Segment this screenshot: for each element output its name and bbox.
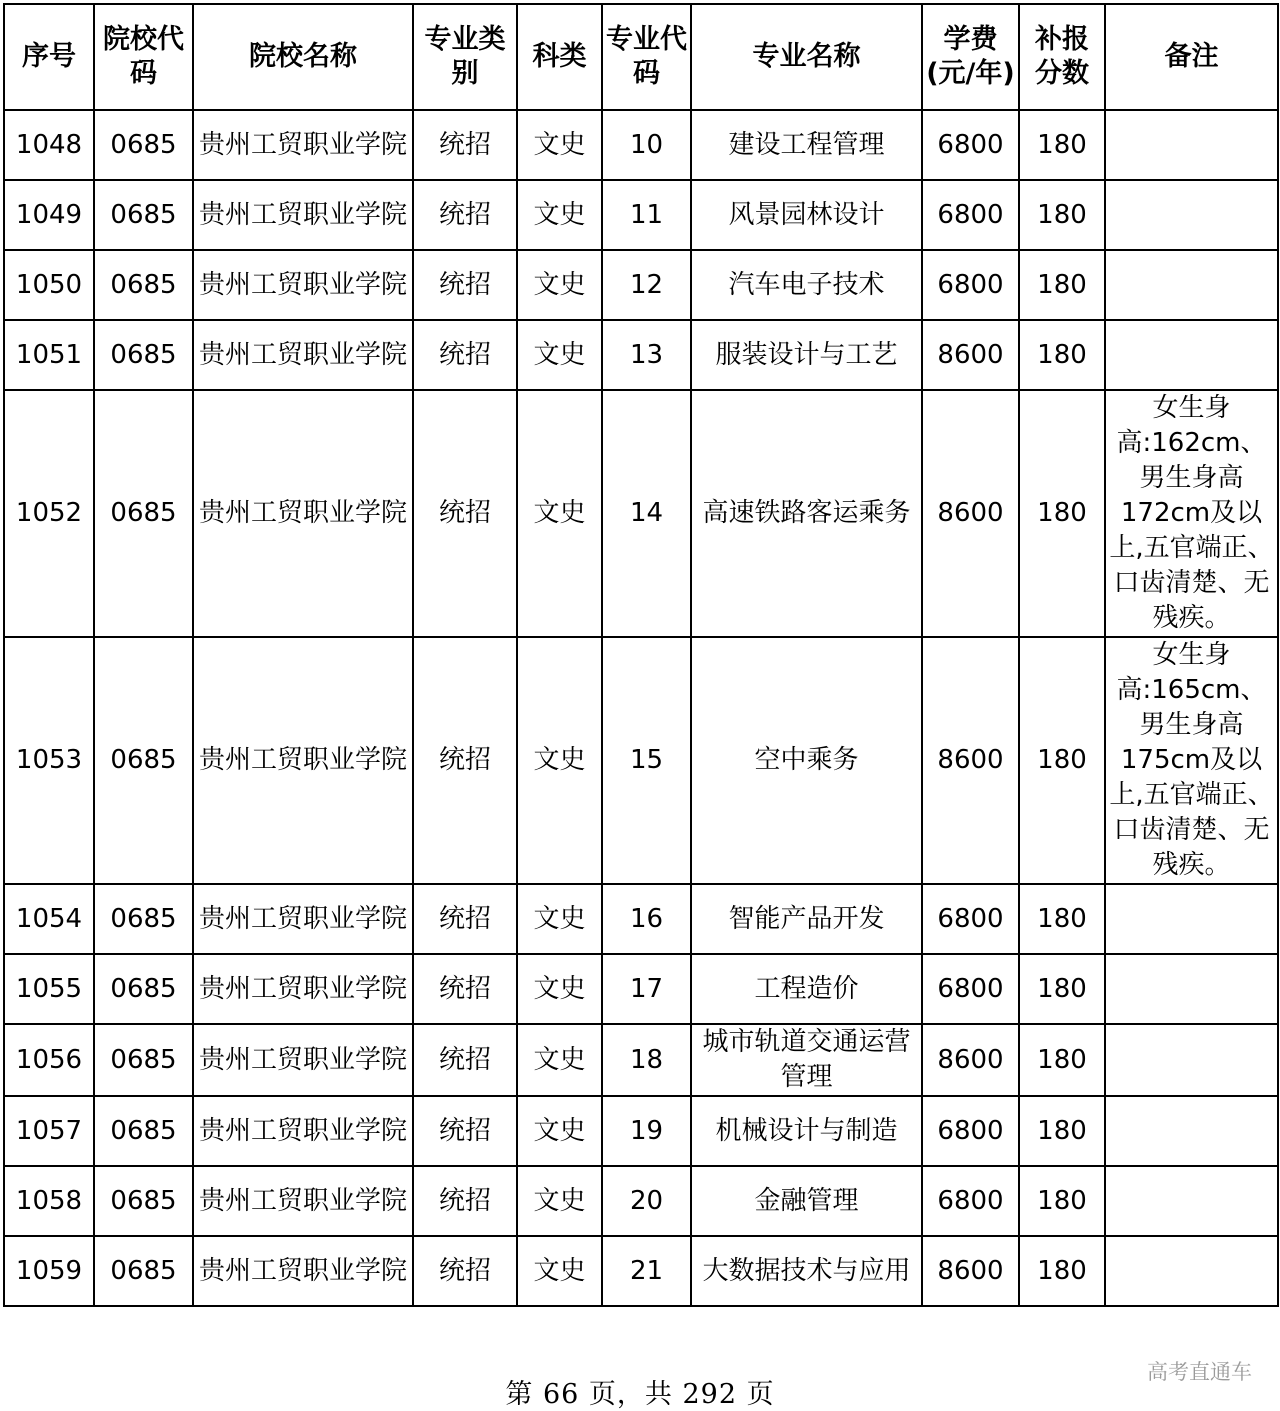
- cell-seq: 1056: [4, 1024, 94, 1096]
- cell-tuition: 8600: [922, 320, 1019, 390]
- cell-major-name: 机械设计与制造: [691, 1096, 922, 1166]
- table-row: [4, 1236, 1278, 1306]
- cell-note: [1105, 180, 1278, 250]
- cell-major-code: 17: [602, 954, 691, 1024]
- cell-subject: 文史: [517, 1236, 602, 1306]
- table-row: [4, 180, 1278, 250]
- cell-school-name: 贵州工贸职业学院: [193, 1096, 413, 1166]
- cell-seq: 1051: [4, 320, 94, 390]
- cell-school-code: 0685: [94, 954, 193, 1024]
- cell-note: 女生身高:162cm、男生身高172cm及以上,五官端正、口齿清楚、无残疾。: [1105, 390, 1278, 637]
- cell-seq: 1052: [4, 390, 94, 637]
- cell-score: 180: [1019, 250, 1105, 320]
- cell-score: 180: [1019, 954, 1105, 1024]
- cell-major-code: 12: [602, 250, 691, 320]
- cell-note: [1105, 1024, 1278, 1096]
- cell-major-name: 服装设计与工艺: [691, 320, 922, 390]
- header-major-code: 专业代码: [602, 4, 691, 110]
- cell-subject: 文史: [517, 884, 602, 954]
- cell-major-code: 19: [602, 1096, 691, 1166]
- cell-note: [1105, 110, 1278, 180]
- cell-category: 统招: [413, 110, 517, 180]
- cell-school-name: 贵州工贸职业学院: [193, 180, 413, 250]
- cell-school-code: 0685: [94, 1024, 193, 1096]
- cell-major-code: 21: [602, 1236, 691, 1306]
- cell-category: 统招: [413, 250, 517, 320]
- cell-subject: 文史: [517, 250, 602, 320]
- cell-school-name: 贵州工贸职业学院: [193, 1236, 413, 1306]
- cell-seq: 1057: [4, 1096, 94, 1166]
- cell-major-name: 城市轨道交通运营管理: [691, 1024, 922, 1096]
- cell-school-code: 0685: [94, 884, 193, 954]
- header-seq: 序号: [4, 4, 94, 110]
- header-note: 备注: [1105, 4, 1278, 110]
- cell-seq: 1048: [4, 110, 94, 180]
- header-tuition: 学费(元/年): [922, 4, 1019, 110]
- cell-major-name: 工程造价: [691, 954, 922, 1024]
- cell-tuition: 8600: [922, 1024, 1019, 1096]
- cell-tuition: 8600: [922, 1236, 1019, 1306]
- cell-subject: 文史: [517, 954, 602, 1024]
- cell-school-name: 贵州工贸职业学院: [193, 250, 413, 320]
- header-score: 补报分数: [1019, 4, 1105, 110]
- cell-seq: 1055: [4, 954, 94, 1024]
- cell-note: [1105, 884, 1278, 954]
- cell-note: [1105, 1166, 1278, 1236]
- cell-major-code: 18: [602, 1024, 691, 1096]
- cell-seq: 1059: [4, 1236, 94, 1306]
- cell-tuition: 6800: [922, 884, 1019, 954]
- cell-category: 统招: [413, 954, 517, 1024]
- cell-school-name: 贵州工贸职业学院: [193, 884, 413, 954]
- table-header-row: [4, 4, 1278, 110]
- cell-school-name: 贵州工贸职业学院: [193, 637, 413, 884]
- cell-major-code: 16: [602, 884, 691, 954]
- cell-major-name: 智能产品开发: [691, 884, 922, 954]
- cell-school-code: 0685: [94, 390, 193, 637]
- cell-subject: 文史: [517, 1096, 602, 1166]
- header-major-name: 专业名称: [691, 4, 922, 110]
- cell-category: 统招: [413, 884, 517, 954]
- header-school-code: 院校代码: [94, 4, 193, 110]
- cell-major-name: 大数据技术与应用: [691, 1236, 922, 1306]
- cell-school-code: 0685: [94, 110, 193, 180]
- cell-school-code: 0685: [94, 1166, 193, 1236]
- watermark: 高考直通车: [1147, 1360, 1252, 1384]
- cell-major-code: 13: [602, 320, 691, 390]
- cell-category: 统招: [413, 390, 517, 637]
- cell-category: 统招: [413, 1236, 517, 1306]
- cell-score: 180: [1019, 180, 1105, 250]
- cell-tuition: 6800: [922, 1096, 1019, 1166]
- cell-school-name: 贵州工贸职业学院: [193, 1166, 413, 1236]
- cell-category: 统招: [413, 180, 517, 250]
- cell-school-code: 0685: [94, 1236, 193, 1306]
- cell-major-name: 高速铁路客运乘务: [691, 390, 922, 637]
- cell-category: 统招: [413, 1024, 517, 1096]
- cell-score: 180: [1019, 637, 1105, 884]
- cell-tuition: 6800: [922, 954, 1019, 1024]
- cell-tuition: 8600: [922, 390, 1019, 637]
- cell-subject: 文史: [517, 320, 602, 390]
- page-number: 第 66 页，共 292 页: [505, 1379, 775, 1410]
- cell-school-name: 贵州工贸职业学院: [193, 1024, 413, 1096]
- cell-note: 女生身高:165cm、男生身高175cm及以上,五官端正、口齿清楚、无残疾。: [1105, 637, 1278, 884]
- cell-score: 180: [1019, 1096, 1105, 1166]
- cell-school-name: 贵州工贸职业学院: [193, 390, 413, 637]
- cell-category: 统招: [413, 320, 517, 390]
- table-row: [4, 250, 1278, 320]
- cell-major-code: 15: [602, 637, 691, 884]
- cell-category: 统招: [413, 637, 517, 884]
- cell-school-name: 贵州工贸职业学院: [193, 110, 413, 180]
- cell-major-name: 空中乘务: [691, 637, 922, 884]
- cell-subject: 文史: [517, 637, 602, 884]
- cell-note: [1105, 320, 1278, 390]
- cell-note: [1105, 1096, 1278, 1166]
- cell-subject: 文史: [517, 1166, 602, 1236]
- cell-score: 180: [1019, 390, 1105, 637]
- cell-school-code: 0685: [94, 180, 193, 250]
- cell-score: 180: [1019, 1166, 1105, 1236]
- table-row: [4, 884, 1278, 954]
- cell-subject: 文史: [517, 1024, 602, 1096]
- cell-note: [1105, 954, 1278, 1024]
- header-subject: 科类: [517, 4, 602, 110]
- cell-score: 180: [1019, 110, 1105, 180]
- table-row: [4, 390, 1278, 637]
- table-row: [4, 1166, 1278, 1236]
- cell-score: 180: [1019, 1024, 1105, 1096]
- table-row: [4, 637, 1278, 884]
- cell-seq: 1050: [4, 250, 94, 320]
- header-school-name: 院校名称: [193, 4, 413, 110]
- cell-school-code: 0685: [94, 250, 193, 320]
- table-row: [4, 954, 1278, 1024]
- header-category: 专业类别: [413, 4, 517, 110]
- cell-note: [1105, 250, 1278, 320]
- cell-major-name: 金融管理: [691, 1166, 922, 1236]
- cell-school-code: 0685: [94, 320, 193, 390]
- admission-table: [3, 3, 1279, 1307]
- cell-major-name: 汽车电子技术: [691, 250, 922, 320]
- table-row: [4, 320, 1278, 390]
- cell-tuition: 8600: [922, 637, 1019, 884]
- table-row: [4, 1096, 1278, 1166]
- cell-major-code: 11: [602, 180, 691, 250]
- cell-tuition: 6800: [922, 250, 1019, 320]
- cell-major-name: 建设工程管理: [691, 110, 922, 180]
- cell-major-code: 20: [602, 1166, 691, 1236]
- cell-category: 统招: [413, 1166, 517, 1236]
- table-row: [4, 110, 1278, 180]
- cell-major-name: 风景园林设计: [691, 180, 922, 250]
- cell-seq: 1049: [4, 180, 94, 250]
- cell-subject: 文史: [517, 110, 602, 180]
- cell-school-name: 贵州工贸职业学院: [193, 954, 413, 1024]
- table-row: [4, 1024, 1278, 1096]
- cell-subject: 文史: [517, 390, 602, 637]
- cell-tuition: 6800: [922, 1166, 1019, 1236]
- cell-note: [1105, 1236, 1278, 1306]
- cell-seq: 1054: [4, 884, 94, 954]
- cell-school-code: 0685: [94, 1096, 193, 1166]
- cell-score: 180: [1019, 320, 1105, 390]
- cell-score: 180: [1019, 1236, 1105, 1306]
- cell-seq: 1058: [4, 1166, 94, 1236]
- cell-tuition: 6800: [922, 110, 1019, 180]
- cell-school-code: 0685: [94, 637, 193, 884]
- cell-subject: 文史: [517, 180, 602, 250]
- cell-school-name: 贵州工贸职业学院: [193, 320, 413, 390]
- cell-score: 180: [1019, 884, 1105, 954]
- cell-major-code: 10: [602, 110, 691, 180]
- cell-seq: 1053: [4, 637, 94, 884]
- cell-category: 统招: [413, 1096, 517, 1166]
- cell-major-code: 14: [602, 390, 691, 637]
- cell-tuition: 6800: [922, 180, 1019, 250]
